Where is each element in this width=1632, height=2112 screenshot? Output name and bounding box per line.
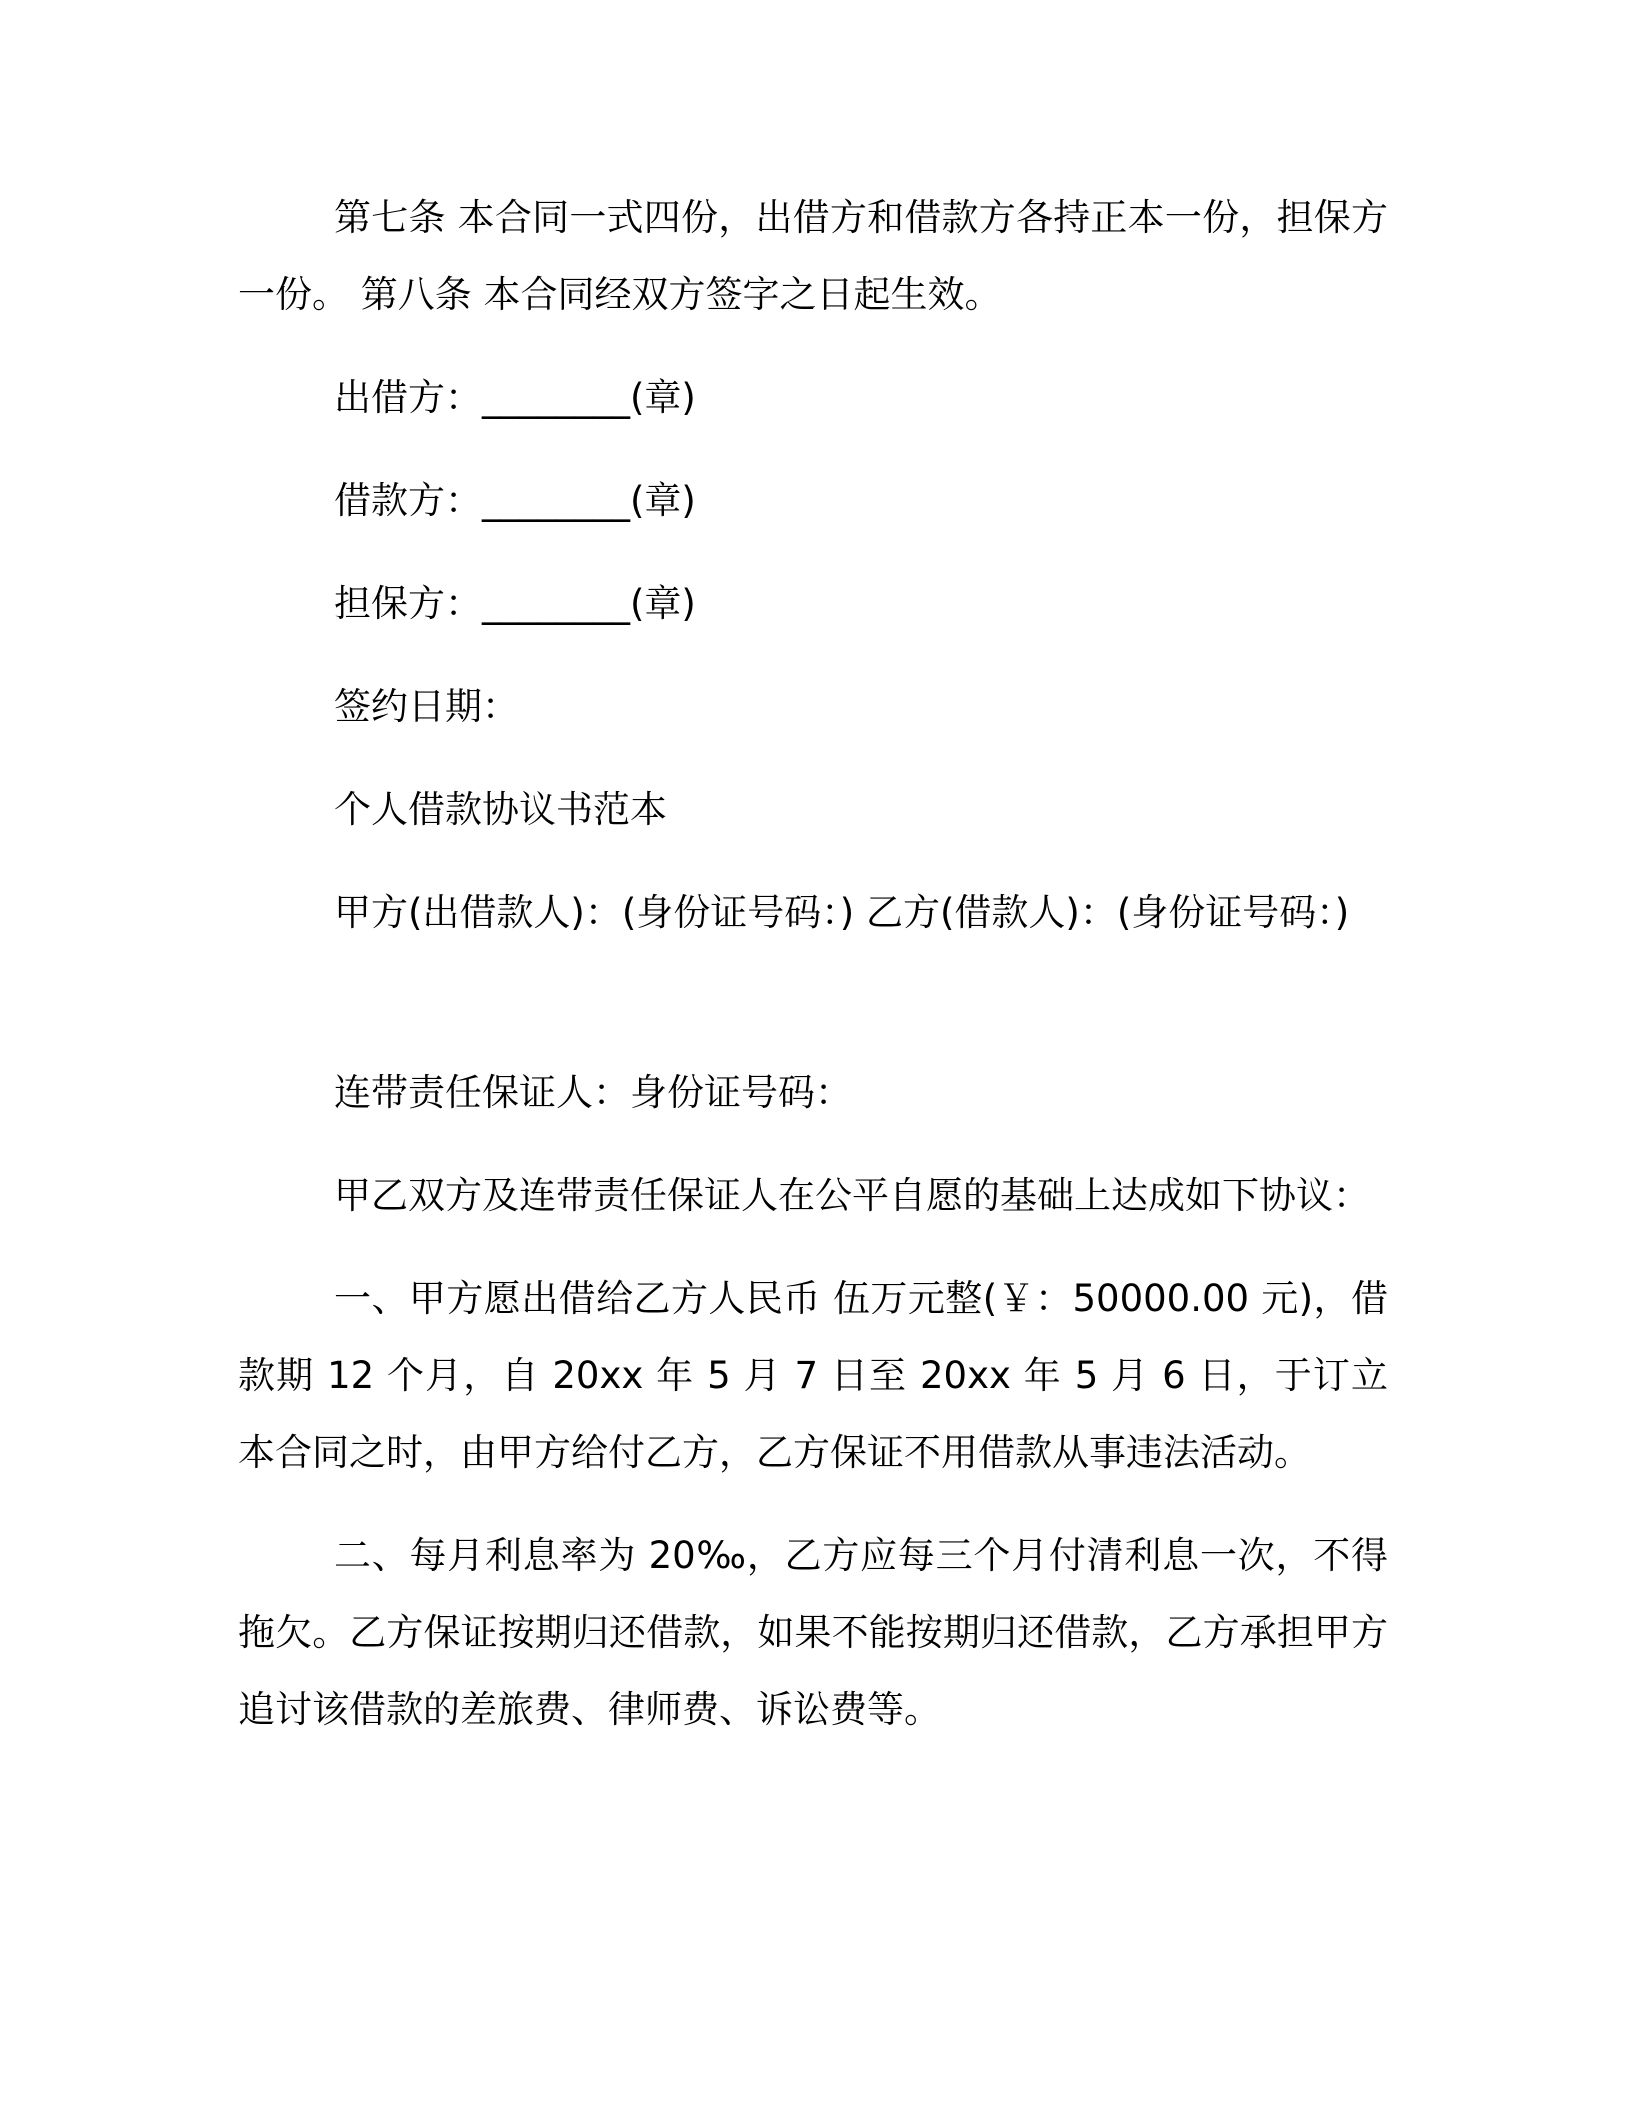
clause-2-paragraph: 二、每月利息率为 20‰，乙方应每三个月付清利息一次，不得拖欠。乙方保证按期归还借款，如果不能按期归还借款，乙方承担甲方追讨该借款的差旅费、律师费、诉讼费等。 <box>238 1534 1388 1731</box>
joint-guarantor-line: 连带责任保证人：身份证号码： <box>334 1071 852 1114</box>
lender-signature-line: 出借方：________(章) <box>334 376 696 419</box>
article-7-8-paragraph: 第七条 本合同一式四份，出借方和借款方各持正本一份，担保方一份。 第八条 本合同经双方签字之日起生效。 <box>238 196 1388 316</box>
guarantor-signature-line: 担保方：________(章) <box>334 582 696 625</box>
borrower-signature-line: 借款方：________(章) <box>334 479 696 522</box>
agreement-intro-paragraph: 甲乙双方及连带责任保证人在公平自愿的基础上达成如下协议： <box>334 1174 1370 1217</box>
clause-1-paragraph: 一、甲方愿出借给乙方人民币 伍万元整(￥：50000.00 元)，借款期 12 个月，自 20xx 年 5 月 7 日至 20xx 年 5 月 6 日，于订立本合同之时，由甲方给付乙方，乙方保证不用借款从事违法活动。 <box>238 1277 1388 1474</box>
agreement-title: 个人借款协议书范本 <box>334 788 667 831</box>
parties-paragraph: 甲方(出借款人)：(身份证号码：) 乙方(借款人)：(身份证号码：) <box>334 891 1350 934</box>
sign-date-line: 签约日期： <box>334 685 519 728</box>
